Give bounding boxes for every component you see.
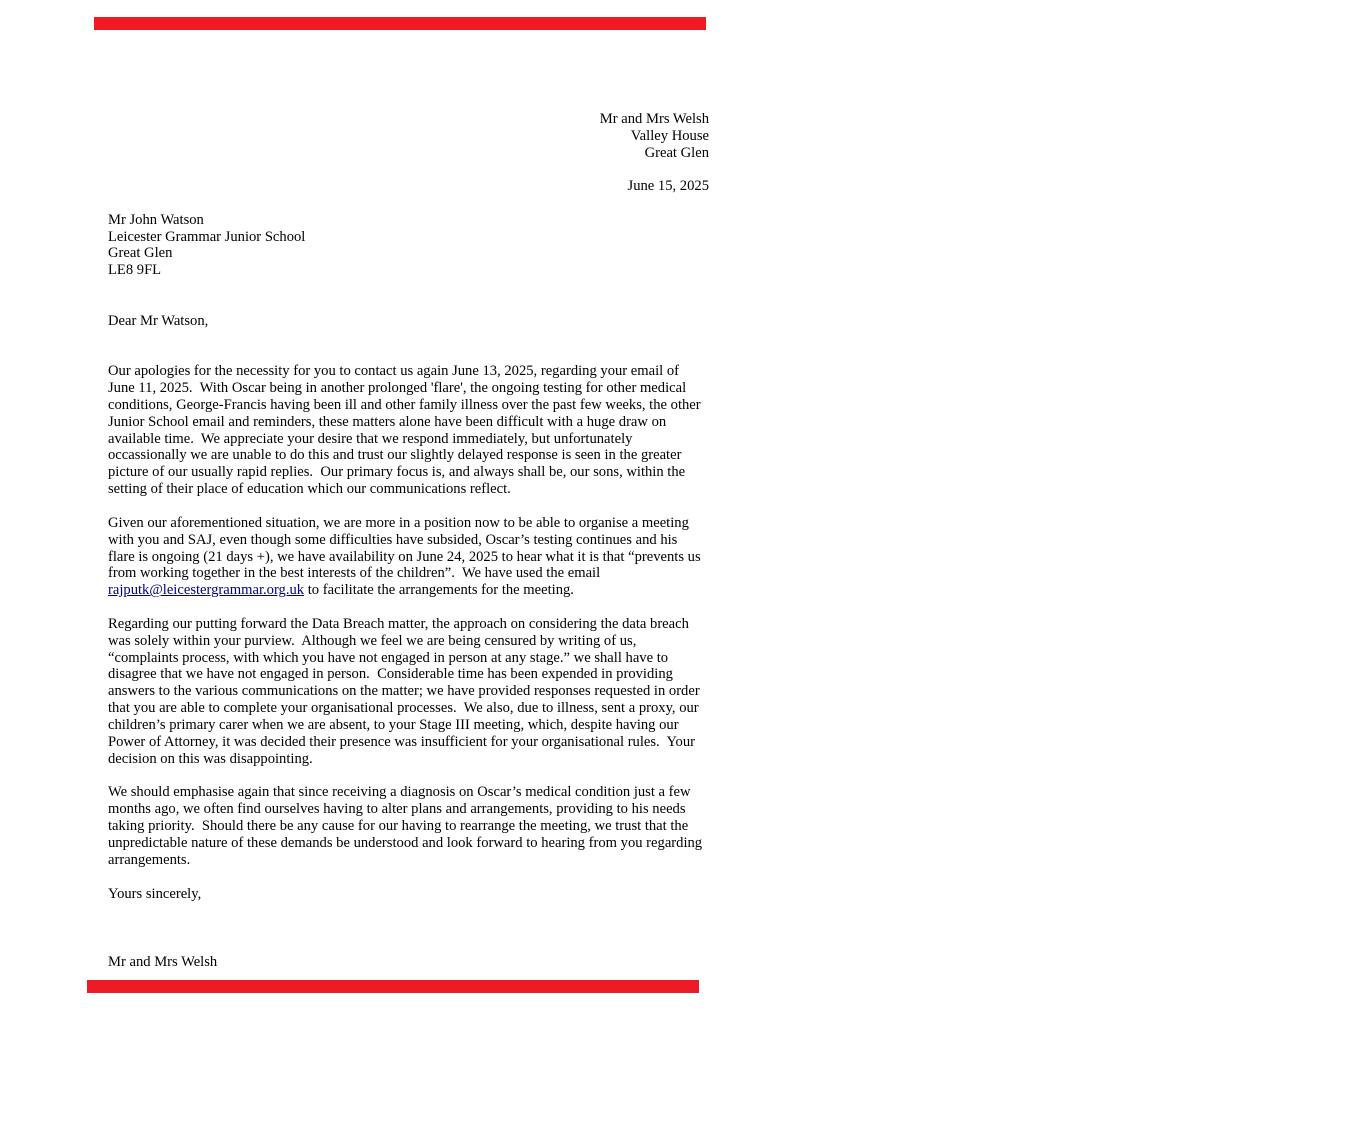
paragraph-line: disagree that we have not engaged in person. Considerable time has been expended in providing	[108, 666, 673, 683]
paragraph-1	[108, 363, 708, 498]
sender-name: Mr and Mrs Welsh	[599, 111, 709, 127]
paragraph-line: from working together in the best interests of the children”. We have used the email	[108, 565, 601, 582]
sender-town: Great Glen	[644, 144, 709, 161]
paragraph-line: unpredictable nature of these demands be understood and look forward to hearing from you regarding	[108, 835, 703, 852]
paragraph-line: arrangements.	[108, 851, 191, 868]
paragraph-line: setting of their place of education which our communications reflect.	[108, 481, 511, 498]
paragraph-line: picture of our usually rapid replies. Our primary focus is, and always shall be, our sons, within the	[108, 464, 686, 481]
paragraph-line: Power of Attorney, it was decided their presence was insufficient for your organisational rules. Your	[108, 734, 695, 750]
closing: Yours sincerely,	[108, 886, 202, 902]
paragraph-4	[108, 784, 708, 868]
paragraph-line: “complaints process, with which you have not engaged in person at any stage.” we shall have to	[108, 649, 669, 666]
paragraph-line: taking priority. Should there be any cause for our having to rearrange the meeting, we trust that the	[108, 818, 689, 835]
paragraph-line: months ago, we often find ourselves having to alter plans and arrangements, providing to his needs	[108, 801, 686, 818]
top-accent-bar	[94, 17, 706, 30]
email-link[interactable]: rajputk@leicestergrammar.org.uk	[108, 582, 305, 599]
paragraph-line: was solely within your purview. Although we feel we are being censured by writing of us,	[108, 632, 637, 649]
letter-body	[108, 363, 708, 885]
paragraph-line: Given our aforementioned situation, we are more in a position now to be able to organise a meeting	[108, 514, 689, 531]
paragraph-line: We should emphasise again that since receiving a diagnosis on Oscar’s medical condition just a few	[108, 784, 691, 801]
recipient-town: Great Glen	[108, 245, 173, 262]
paragraph-2	[108, 515, 708, 599]
letter-date: June 15, 2025	[627, 178, 709, 194]
paragraph-line: decision on this was disappointing.	[108, 750, 313, 767]
paragraph-line: Our apologies for the necessity for you to contact us again June 13, 2025, regarding your email of	[108, 363, 680, 379]
paragraph-line: available time. We appreciate your desire that we respond immediately, but unfortunately	[108, 430, 633, 447]
paragraph-line: Junior School email and reminders, these matters alone have been difficult with a huge draw on	[108, 413, 667, 430]
signature: Mr and Mrs Welsh	[108, 954, 218, 970]
bottom-accent-bar	[87, 980, 699, 993]
paragraph-line: flare is ongoing (21 days +), we have availability on June 24, 2025 to hear what it is that “prevents us	[108, 548, 701, 565]
paragraph-line: conditions, George-Francis having been ill and other family illness over the past few weeks, the other	[108, 396, 701, 413]
salutation: Dear Mr Watson,	[108, 313, 209, 329]
link-line-text: to facilitate the arrangements for the meeting.	[304, 582, 574, 599]
paragraph-line: June 11, 2025. With Oscar being in another prolonged 'flare', the ongoing testing for other medical	[108, 379, 687, 396]
recipient-name: Mr John Watson	[108, 212, 204, 228]
paragraph-line: children’s primary carer when we are absent, to your Stage III meeting, which, despite having our	[108, 717, 679, 734]
paragraph-line: occassionally we are unable to do this and trust our slightly delayed response is seen in the greater	[108, 447, 682, 464]
sender-street: Valley House	[630, 127, 709, 144]
paragraph-line: Regarding our putting forward the Data Breach matter, the approach on considering the data breach	[108, 615, 689, 632]
paragraph-line-with-link	[108, 582, 708, 599]
paragraph-line: answers to the various communications on the matter; we have provided responses requested in order	[108, 683, 700, 700]
paragraph-line: with you and SAJ, even though some difficulties have subsided, Oscar’s testing continues and his	[108, 531, 678, 548]
paragraph-line: that you are able to complete your organisational processes. We also, due to illness, sent a proxy, our	[108, 700, 699, 717]
sender-address	[600, 111, 709, 162]
recipient-address	[108, 212, 305, 278]
recipient-organisation: Leicester Grammar Junior School	[108, 228, 306, 245]
paragraph-3	[108, 616, 708, 768]
recipient-postcode: LE8 9FL	[108, 261, 162, 278]
